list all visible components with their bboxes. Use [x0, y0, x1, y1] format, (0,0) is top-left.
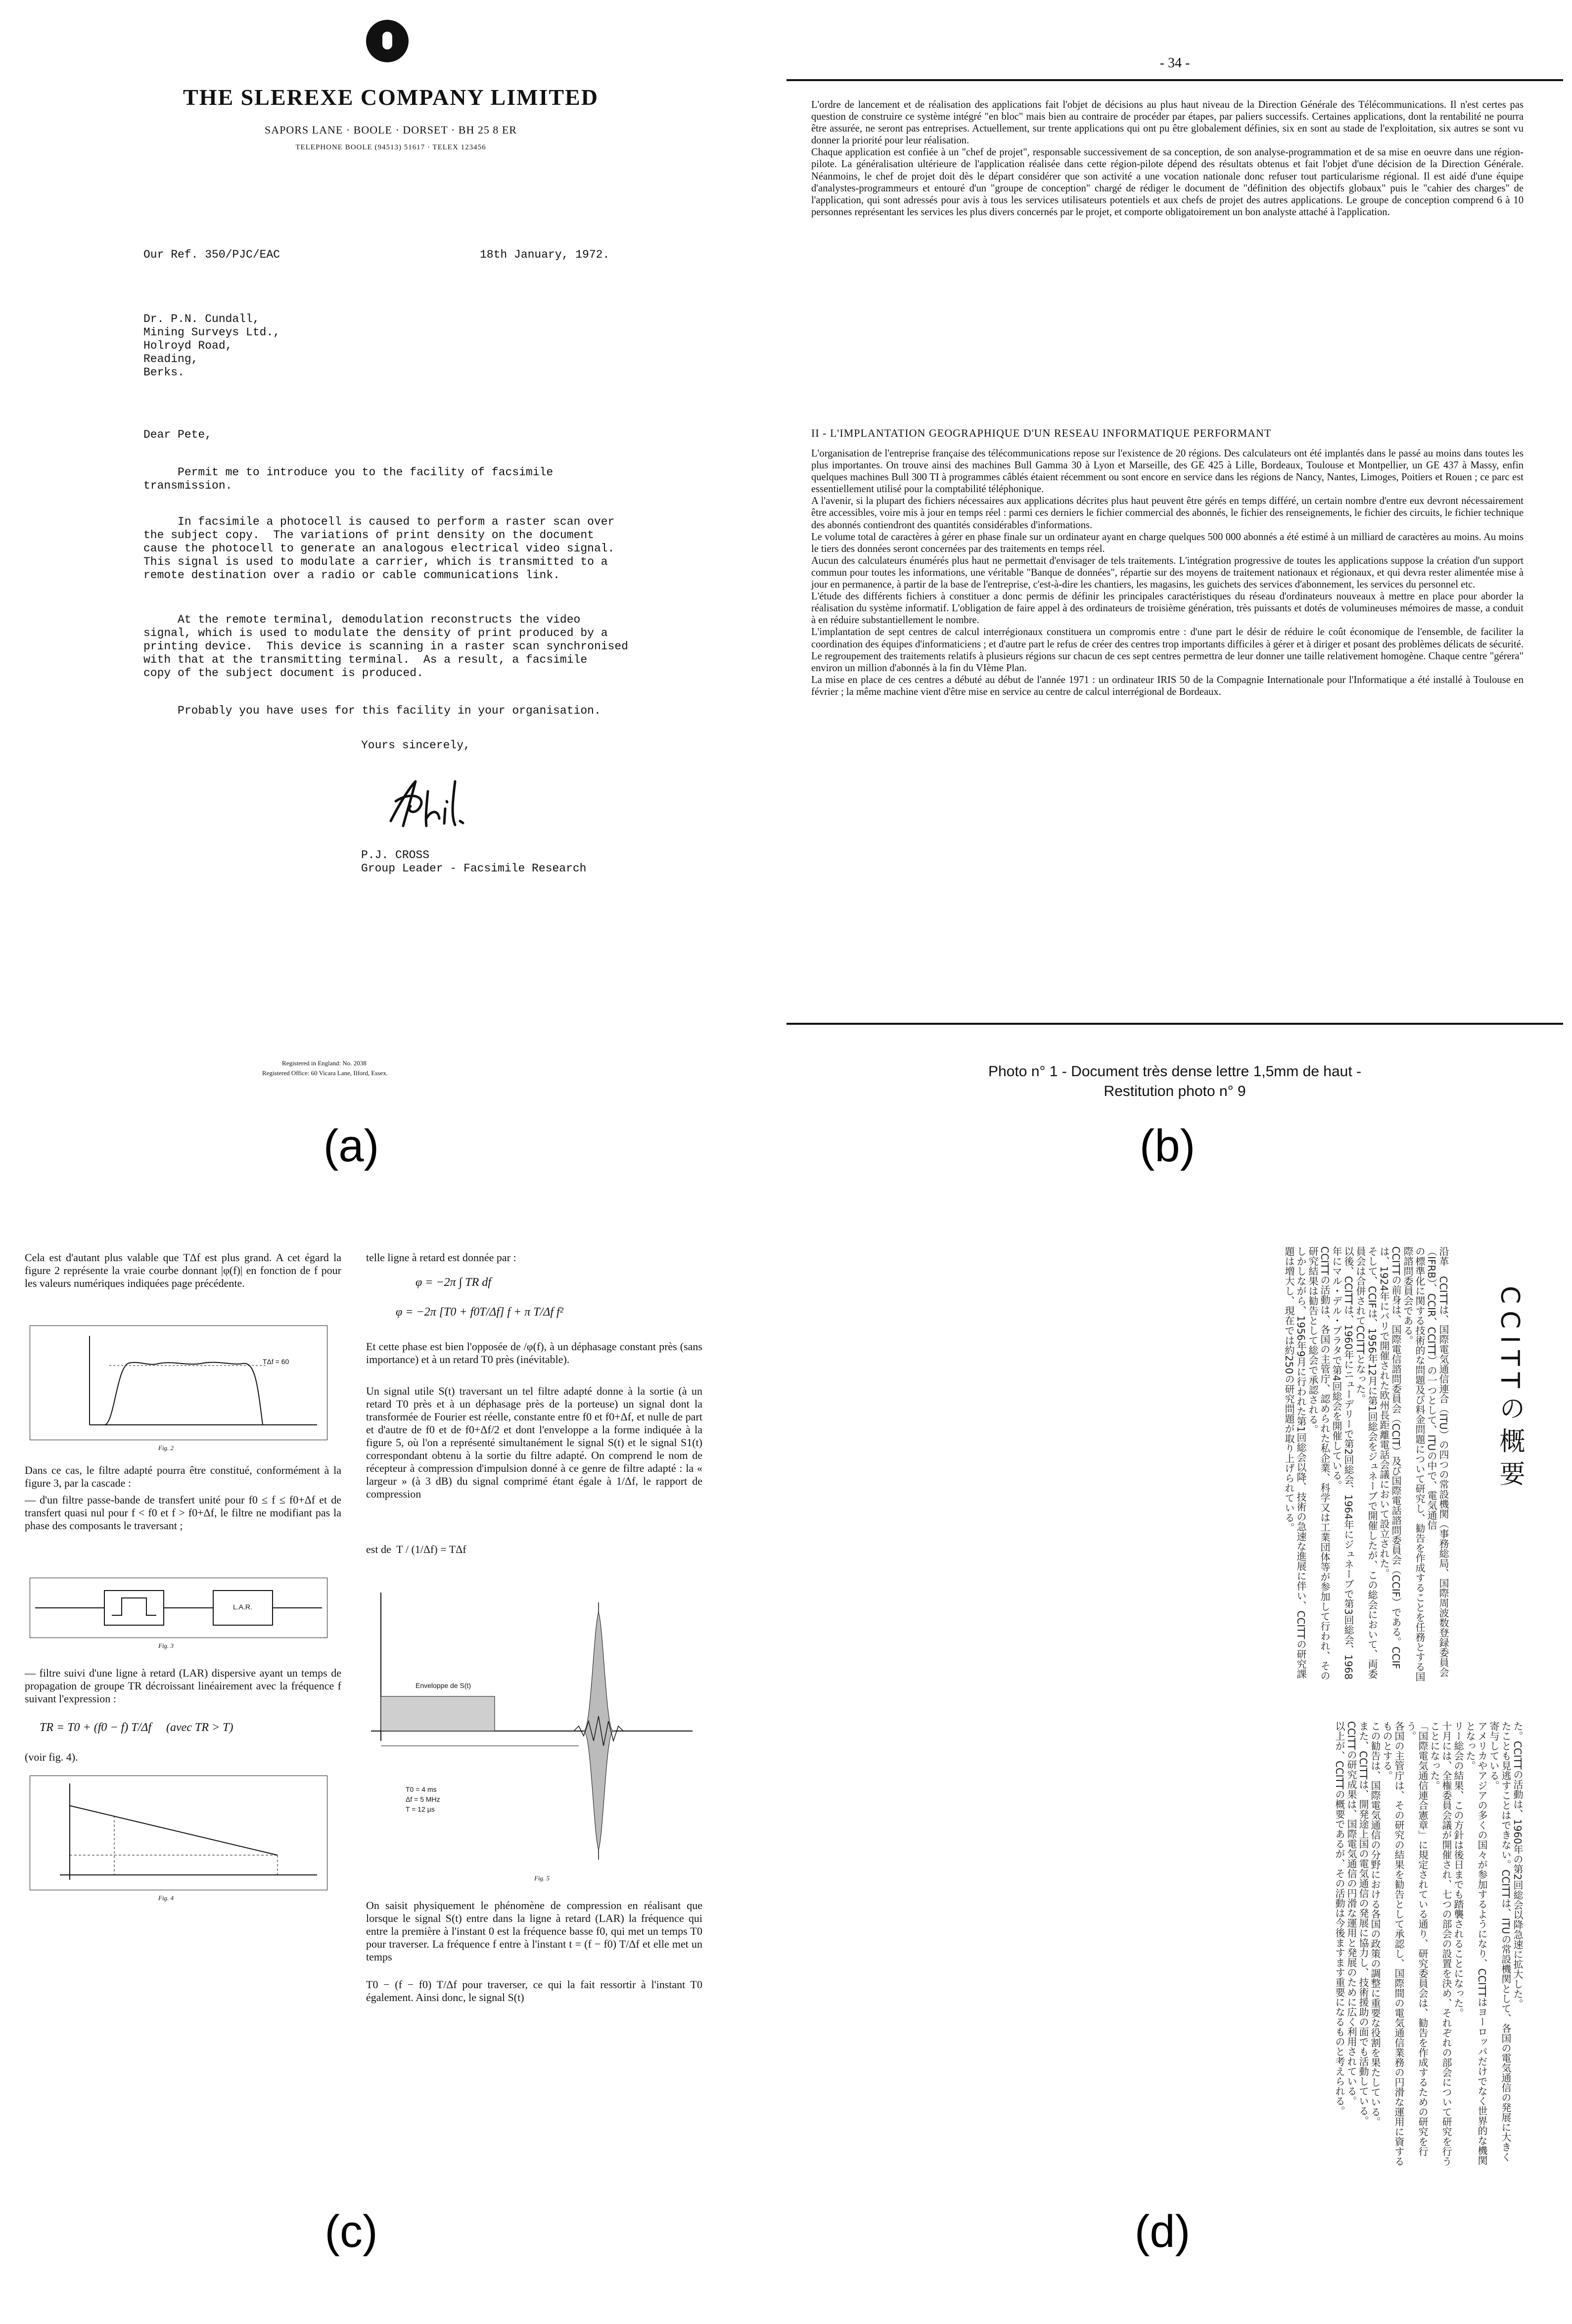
caption-c: (c): [324, 2206, 378, 2257]
vertical-paragraph: CCITTの研究成果は、国際電気通信の円滑な運用と発展のために広く利用されている。: [1345, 1721, 1357, 2106]
document-title: CCITTの概要: [1495, 1286, 1525, 1493]
letter-paragraph: In facsimile a photocell is caused to perform a raster scan over the subject copy. The variations of print density on the document cause the photocell to generate an analogous electrical video signal. This signal is used to modulate a carrier, which is transmitted to a remote destination over a radio or cable communications link.: [143, 515, 615, 582]
vertical-paragraph: 以後、CCITTは、1960年にニューデリーで第2回総会、1964年にジュネーブで第3回総会、1968年にマル・デル・プラタで第4回総会を開催している。: [1331, 1246, 1354, 1680]
panel-c-technical-paper: [10, 1246, 722, 2176]
letter-paragraph: At the remote terminal, demodulation reconstructs the video signal, which is used to modulate the density of print produced by a printing device. This device is scanning in a raster scan synchronised with that at the transmitting terminal. As a result, a facsimile copy of the subject document is produced.: [143, 613, 628, 680]
vertical-text-block-top: [811, 1246, 1449, 1682]
top-rule: [786, 79, 1563, 81]
recipient-line: Reading,: [143, 353, 198, 365]
fig3-caption: Fig. 3: [158, 1642, 174, 1649]
list-item-bandpass: — d'un filtre passe-bande de transfert unité pour f0 ≤ f ≤ f0+Δf et de transfert quasi nul pour f < f0 et f > f0+Δf, le filtre ne modifiant pas la phase des composants le traversant ;: [25, 1494, 341, 1532]
equation-phi-1: φ = −2π ∫ TR df: [416, 1276, 491, 1289]
fig5-caption: Fig. 5: [534, 1874, 550, 1882]
fig5-param: T0 = 4 ms: [406, 1785, 437, 1793]
salutation: Dear Pete,: [143, 428, 212, 441]
vertical-paragraph: た。CCITTの活動は、1960年の第2回総会以降急速に拡大した。: [1512, 1721, 1524, 2009]
letter-paragraph: Probably you have uses for this facility in your organisation.: [143, 704, 601, 717]
vertical-paragraph: 沿革 CCITTは、国際電気通信連合（ITU）の四つの常設機関（事務総局、国際周波数登録委員会（IFRB）、CCIR、CCITT）の一つとして、ITUの中で、電気通信: [1426, 1246, 1449, 1677]
col2-paragraph: On saisit physiquement le phénomène de compression en réalisant que lorsque le signal S(t) entre dans la ligne à retard (LAR) la fréquence qui entre la première à l'instant 0 est la fréquence basse f0, qui met un temps T0 pour traverser. La fréquence f entre à l'instant t = (f − f0) T/Δf et elle met un temps: [366, 1899, 702, 1963]
body-paragraph: L'organisation de l'entreprise française des télécommunications repose sur l'existence de 20 régions. Des calculateurs ont été implantés dans le passé au moins dans toutes les plus importantes. On trouve ainsi des machines Bull Gamma 30 à Lyon et Marseille, des GE 425 à Lille, Bordeaux, Toulouse et Montpellier, un GE 437 à Massy, enfin quelques machines Bull 300 TI à programmes câblés étaient récemment ou sont encore en service dans les régions de Nancy, Nantes, Limoges, Poitiers et Rouen ; ce parc est essentiellement utilisé pour la comptabilité téléphonique.: [811, 448, 1524, 495]
fig2-label: TΔf = 60: [263, 1358, 289, 1366]
fig2-caption: Fig. 2: [158, 1444, 174, 1452]
vertical-paragraph: リー総会の結果、この方針は後日までも踏襲されることになった。: [1452, 1721, 1464, 2018]
equation-phi-2: φ = −2π [T0 + f0T/Δf] f + π T/Δf f²: [396, 1306, 563, 1319]
see-figure: (voir fig. 4).: [25, 1751, 78, 1763]
vertical-paragraph: 各国の主管庁は、その研究の結果を勧告として承認し、国際間の電気通信業務の円滑な運用に資するものとする。: [1381, 1721, 1405, 2166]
fig5-param: T = 12 µs: [406, 1805, 435, 1813]
page-number: - 34 -: [1159, 55, 1190, 71]
vertical-paragraph: そして、CCIFは、1956年12月に第1回総会をジュネーブで開催したが、この総会において、両委員会は合併されてCCITTとなった。: [1354, 1246, 1378, 1679]
body-paragraph: L'implantation de sept centres de calcul interrégionaux constituera un compromis entre : d'une part le désir de réduire le coût économique de l'ensemble, de faciliter la coordination des équipes d'informaticiens ; et d'autre part le refus de créer des centres trop importants difficiles à gérer et à diriger et posant des problèmes délicats de sécurité. Le regroupement des traitements relatifs à plusieurs régions sur chacun de ces sept centres permettra de leur donner une taille relativement homogène. Chaque centre "gérera" environ un million d'abonnés à la fin du VIème Plan.: [811, 627, 1524, 674]
vertical-paragraph: たことも見逃すことはできない。CCITTは、ITUの常設機関として、各国の電気通信の発展に大きく寄与している。: [1488, 1721, 1512, 2162]
vertical-text-block-bottom: [811, 1721, 1524, 2166]
vertical-paragraph: しかしながら、1956年9月に行われた第1回総会以降、技術の急速な進展に伴い、CCITTの研究課題は増大し、現在では約250の研究問題が取り上げられている。: [1283, 1246, 1307, 1679]
body-paragraph: La mise en place de ces centres a débuté au début de l'année 1971 : un ordinateur IRIS 50 de la Compagnie Internationale pour l'Informatique a été installé à Toulouse en février ; la même machine vient d'être mise en service au centre de calcul interrégional de Bordeaux.: [811, 674, 1524, 697]
section-heading: II - L'IMPLANTATION GEOGRAPHIQUE D'UN RESEAU INFORMATIQUE PERFORMANT: [811, 427, 1272, 439]
signer-name: P.J. CROSS: [361, 849, 430, 862]
cascade-paragraph: Dans ce cas, le filtre adapté pourra être constitué, conformément à la figure 3, par la cascade :: [25, 1464, 341, 1489]
recipient-line: Berks.: [143, 366, 185, 379]
figure-2: [30, 1325, 327, 1440]
caption-d: (d): [1134, 2206, 1191, 2257]
vertical-paragraph: この勧告は、国際電気通信の分野における各国の政策の調整に重要な役割を果たしている。: [1369, 1721, 1381, 2127]
panel-b-french-document: [786, 10, 1563, 1113]
vertical-paragraph: 以上が、CCITTの概要であるが、その活動は今後ますます重要になるものと考えられる。: [1334, 1721, 1345, 2116]
signer-title: Group Leader - Facsimile Research: [361, 862, 587, 875]
body-paragraph: Aucun des calculateurs énumérés plus haut ne permettait d'envisager de tels traitements. L'intégration progressive de toutes les applications suppose la création d'un support commun pour toutes les informations, une véritable "Banque de données", répartie sur des moyens de traitement nationaux et régionaux, et qui devra rester alimentée mise à jour en permanence, à partir de la base de l'entreprise, c'est-à-dire les chantiers, les magasins, les guichets des services d'abonnement, les services du personnel etc.: [811, 555, 1524, 591]
caption-b: (b): [1139, 1121, 1196, 1171]
intro-paragraph: Cela est d'autant plus valable que TΔf est plus grand. A cet égard la figure 2 représente la vraie courbe donnant |φ(f)| en fonction de f pour les valeurs numériques indiquées page précédente.: [25, 1251, 341, 1289]
list-item-delay-line: — filtre suivi d'une ligne à retard (LAR) dispersive ayant un temps de propagation de groupe TR décroissant linéairement avec la fréquence f suivant l'expression :: [25, 1667, 341, 1705]
recipient-line: Holroyd Road,: [143, 339, 232, 352]
letter-date: 18th January, 1972.: [480, 248, 610, 261]
footer-registration: Registered in England: No. 2038: [282, 1059, 367, 1067]
footer-office: Registered Office: 60 Vicara Lane, Ilford, Essex.: [262, 1069, 388, 1077]
col2-paragraph: Et cette phase est bien l'opposée de /φ(f), à un déphasage constant près (sans importance) et à un retard T0 près (inévitable).: [366, 1340, 702, 1366]
body-paragraph: L'ordre de lancement et de réalisation des applications fait l'objet de décisions au plus haut niveau de la Direction Générale des Télécommunications. Il n'est certes pas question de construire ce système intégré "en bloc" mais bien au contraire de procéder par étapes, par paliers successifs. Certaines applications, dont la rentabilité ne pourra être assurée, ne seront pas entreprises. Actuellement, sur trente applications qui ont pu être globalement définies, six en sont au stade de l'exploitation, six autres se sont vu donner la priorité pour leur réalisation.: [811, 99, 1524, 146]
body-section-2: [811, 448, 1524, 698]
caption-a: (a): [323, 1121, 379, 1171]
equation-tr: TR = T0 + (f0 − f) T/Δf (avec TR > T): [40, 1721, 233, 1734]
body-section-1: [811, 99, 1524, 218]
body-paragraph: Chaque application est confiée à un "chef de projet", responsable successivement de sa conception, de son analyse-programmation et de sa mise en oeuvre dans une région-pilote. La généralisation ultérieure de l'application réalisée dans cette région-pilote dépend des résultats obtenus et fait l'objet d'une décision de la Direction Générale. Néanmoins, le chef de projet doit dès le départ considérer que son activité a une vocation nationale donc refuser tout particularisme régional. Il est aidé d'une équipe d'analystes-programmeurs et entouré d'un "groupe de conception" chargé de rédiger le document de "définition des objectifs globaux" puis le "cahier des charges" de l'application, qui sont adressés pour avis à tous les services utilisateurs potentiels et aux chefs de projet des autres applications. Le groupe de conception comprend 6 à 10 personnes représentant les services les plus divers concernés par le projet, et comporte obligatoirement un bon analyste attaché à l'application.: [811, 147, 1524, 218]
equation-compression-ratio: est de T / (1/Δf) = TΔf: [366, 1543, 466, 1555]
figure-4: [30, 1776, 327, 1890]
recipient-line: Mining Surveys Ltd.,: [143, 326, 280, 339]
vertical-paragraph: CCITTの活動は、各国の主管庁、認められた私企業、科学又は工業団体等が参加して行われ、その研究結果は勧告として総会で承認される。: [1307, 1246, 1331, 1681]
figure-5: [366, 1583, 702, 1869]
photo-caption-restitution: Restitution photo n° 9: [1104, 1083, 1246, 1099]
col2-paragraph: T0 − (f − f0) T/Δf pour traverser, ce qui la fait ressortir à l'instant T0 également. Ainsi donc, le signal S(t): [366, 1978, 702, 2004]
recipient-line: Dr. P.N. Cundall,: [143, 313, 260, 325]
company-address: SAPORS LANE · BOOLE · DORSET · BH 25 8 ER: [265, 124, 517, 136]
handwritten-signature: [381, 772, 509, 836]
body-paragraph: A l'avenir, si la plupart des fichiers nécessaires aux applications décrites plus haut peuvent être gérés en temps différé, un certain nombre d'entre eux devront nécessairement être accessibles, voire mis à jour en temps réel : parmi ces derniers le fichier commercial des abonnés, le fichier des renseignements, le fichier des circuits, le fichier technique des abonnés contiendront des quantités considérables d'informations.: [811, 496, 1524, 531]
our-reference: Our Ref. 350/PJC/EAC: [143, 248, 280, 261]
closing: Yours sincerely,: [361, 739, 470, 752]
col2-intro: telle ligne à retard est donnée par :: [366, 1251, 516, 1264]
fig5-param: Δf = 5 MHz: [406, 1795, 440, 1803]
photo-caption: Photo n° 1 - Document très dense lettre 1,5mm de haut -: [988, 1063, 1362, 1080]
vertical-paragraph: アメリカやアジアの多くの国々が参加するようになり、CCITTはヨーロッパだけでなく世界的な機関となった。: [1464, 1721, 1488, 2165]
company-name: THE SLEREXE COMPANY LIMITED: [183, 85, 599, 110]
vertical-paragraph: CCITTの前身は、国際電信諮問委員会（CCIT）及び国際電話諮問委員会（CCIF）である。CCIFは、1924年にパリで開催された欧州長距離電話会議において設立された。: [1378, 1246, 1402, 1669]
fig3-box-label: L.A.R.: [233, 1603, 252, 1611]
body-paragraph: Le volume total de caractères à gérer en phase finale sur un ordinateur ayant en charge quelques 500 000 abonnés a été estimé à un milliard de caractères au moins. Au moins le tiers des données seront concernées par des traitements en temps réel.: [811, 531, 1524, 554]
vertical-paragraph: 「国際電気通信連合憲章」に規定されている通り、研究委員会は、勧告を作成するための研究を行う。: [1405, 1721, 1429, 2156]
body-paragraph: L'étude des différents fichiers à constituer a donc permis de définir les principales caractéristiques du réseau d'ordinateurs nouveaux à mettre en place pour aborder la réalisation du système informatif. L'obligation de faire appel à des ordinateurs de troisième génération, très puissants et dotés de volumineuses mémoires de masse, a conduit à en réduire substantiellement le nombre.: [811, 591, 1524, 626]
panel-d-japanese-document: [801, 1246, 1558, 2186]
figure-3: [30, 1578, 327, 1638]
company-logo-icon: [366, 20, 409, 62]
col2-paragraph: Un signal utile S(t) traversant un tel filtre adapté donne à la sortie (à un retard T0 près et à un déphasage près de la porteuse) un signal dont la transformée de Fourier est réelle, constante entre f0 et f0+Δf, et nulle de part et d'autre de f0 et de f0+Δf/2 et dont l'enveloppe a la forme indiquée à la figure 5, où l'on a représenté simultanément le signal S(t) et le signal S1(t) correspondant obtenu à la sortie du filtre adapté. On comprend le nom de récepteur à compression d'impulsion donné à ce genre de filtre adapté : la « largeur » (à 3 dB) du signal comprimé étant égale à 1/Δf, le rapport de compression: [366, 1385, 702, 1500]
vertical-paragraph: の標準化に関する技術的な問題及び料金問題について研究し、勧告を作成することを任務とする国際諮問委員会である。: [1402, 1246, 1426, 1682]
fig4-caption: Fig. 4: [158, 1894, 174, 1902]
vertical-paragraph: 十月には、全権委員会議が開催され、七つの部会の設置を決め、それぞれの部会について研究を行うことになった。: [1429, 1721, 1452, 2166]
letter-paragraph: Permit me to introduce you to the facility of facsimile transmission.: [143, 466, 554, 492]
fig5-envelope-label: Enveloppe de S(t): [416, 1682, 471, 1689]
bottom-rule: [786, 1023, 1563, 1025]
company-telephone: TELEPHONE BOOLE (94513) 51617 · TELEX 123456: [295, 143, 486, 151]
panel-a-business-letter: [143, 10, 658, 1088]
vertical-paragraph: また、CCITTは、開発途上国の電気通信の発展に協力し、技術援助の面でも活動している。: [1357, 1721, 1369, 2126]
